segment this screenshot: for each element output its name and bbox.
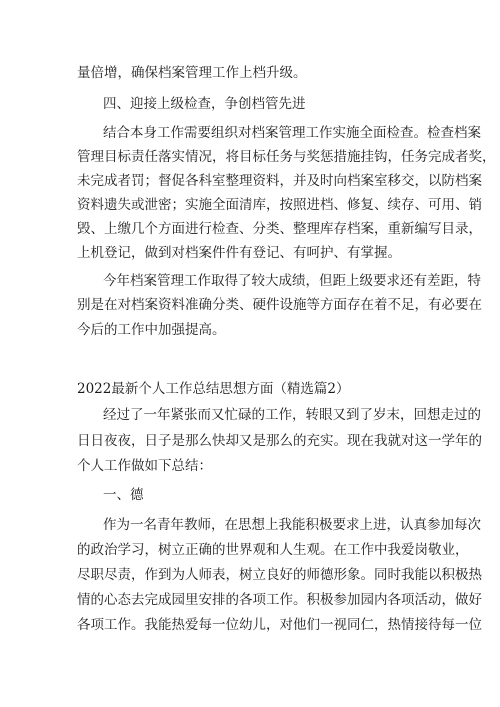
text-line: 情的心态去完成园里安排的各项工作。积极参加园内各项活动，做好	[77, 592, 482, 608]
section-heading: 一、德	[103, 487, 144, 503]
text-line: 经过了一年紧张而又忙碌的工作，转眼又到了岁末，回想走过的	[103, 407, 481, 423]
section-heading: 四、迎接上级检查，争创档管先进	[103, 96, 306, 112]
text-line: 结合本身工作需要组织对档案管理工作实施全面检查。检查档案	[103, 125, 481, 141]
text-line: 资料遗失或泄密；实施全面清库，按照进档、修复、续存、可用、销	[77, 197, 482, 213]
text-line: 毁、上缴几个方面进行检查、分类、整理库存档案，重新编写目录，	[77, 221, 482, 237]
text-line: 今年档案管理工作取得了较大成绩，但距上级要求还有差距，特	[103, 273, 481, 289]
text-line: 作为一名青年教师，在思想上我能积极要求上进，认真参加每次	[103, 517, 481, 533]
text-line: 个人工作做如下总结：	[77, 458, 212, 474]
text-line: 日日夜夜，日子是那么快却又是那么的充实。现在我就对这一学年的	[77, 433, 482, 449]
text-line: 别是在对档案资料准确分类、硬件设施等方面存在着不足，有必要在	[77, 297, 482, 313]
text-line: 今后的工作中加强提高。	[77, 322, 226, 338]
text-line: 上机登记，做到对档案件件有登记、有呵护、有掌握。	[77, 245, 401, 261]
text-line: 量倍增，确保档案管理工作上档升级。	[77, 65, 307, 81]
text-line: 的政治学习，树立正确的世界观和人生观。在工作中我爱岗敬业，	[77, 542, 469, 558]
text-line: 未完成者罚；督促各科室整理资料，并及时向档案室移交，以防档案	[77, 173, 482, 189]
text-line: 管理目标责任落实情况，将目标任务与奖惩措施挂钩，任务完成者奖，	[77, 149, 496, 165]
article-title: 2022最新个人工作总结思想方面（精选篇2）	[77, 381, 350, 397]
text-line: 尽职尽责，作到为人师表，树立良好的师德形象。同时我能以积极热	[77, 567, 482, 583]
text-line: 各项工作。我能热爱每一位幼儿，对他们一视同仁，热情接待每一位	[77, 617, 482, 633]
